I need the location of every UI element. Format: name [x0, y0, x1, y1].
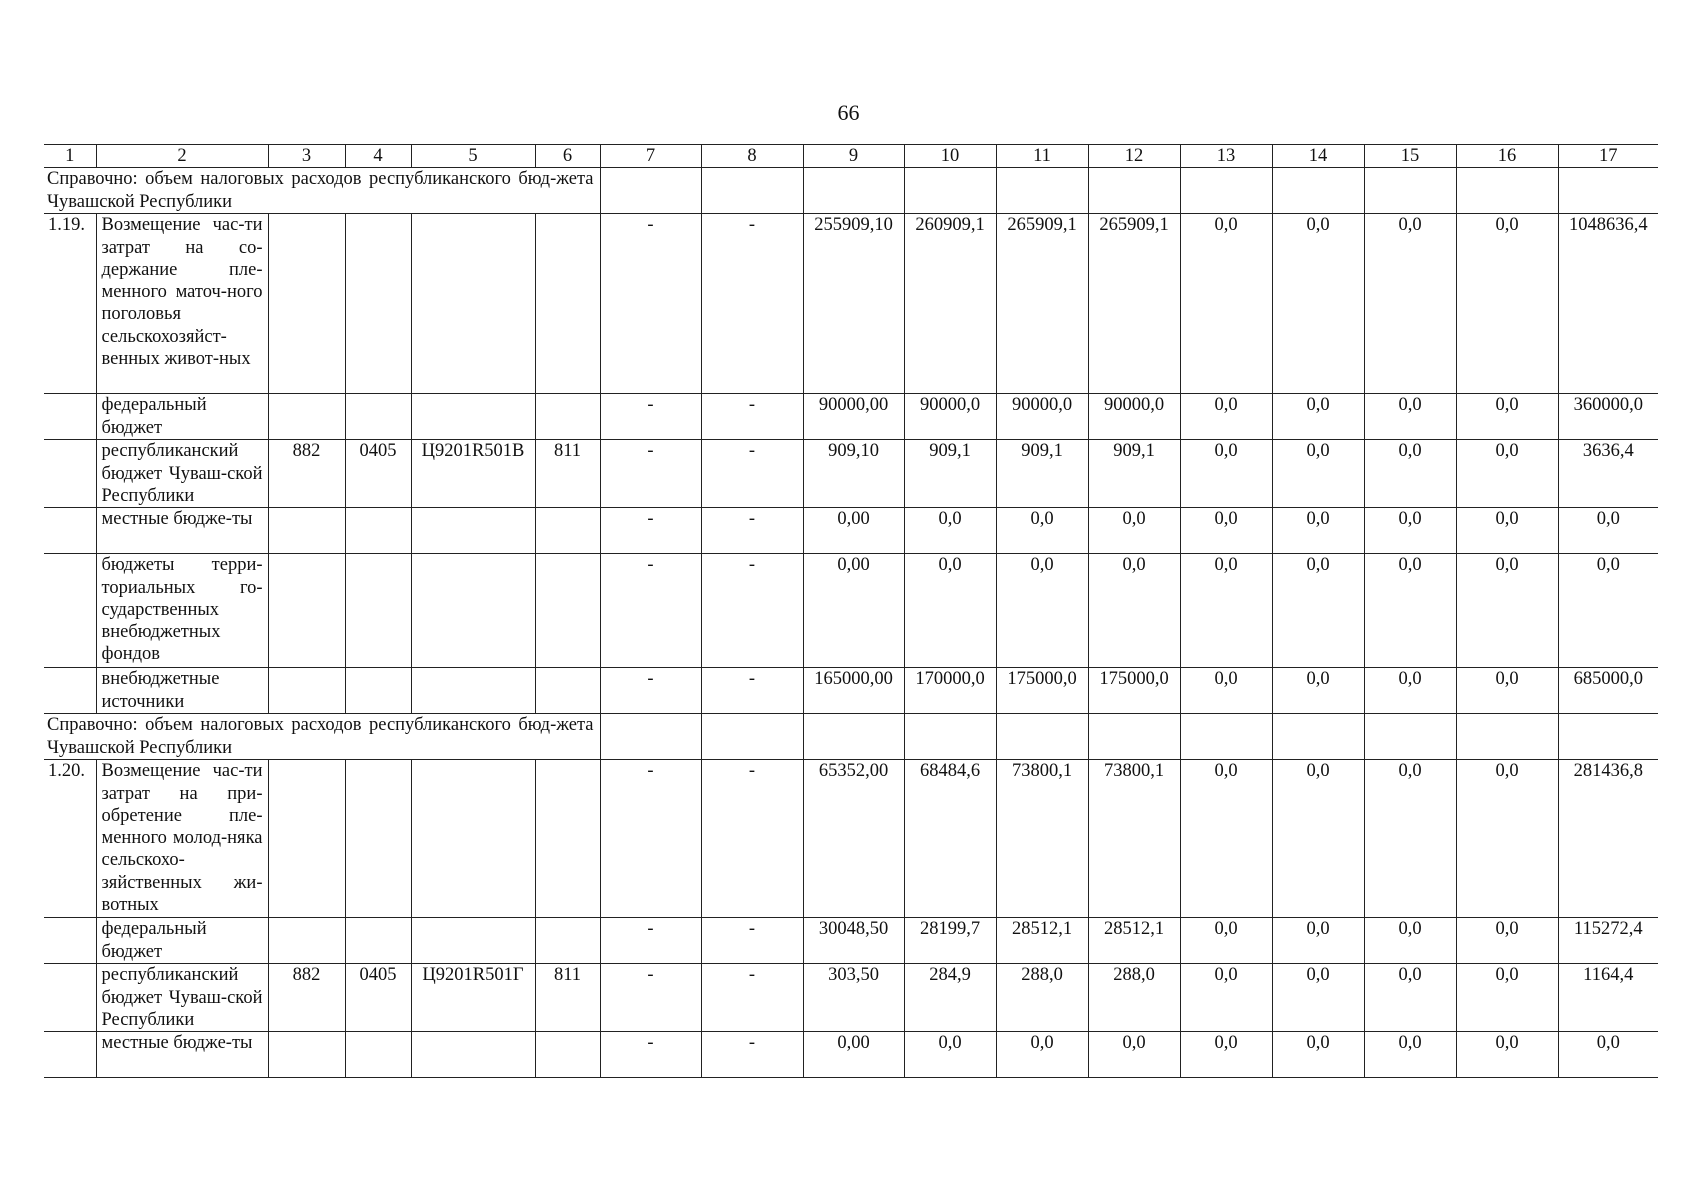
- value-cell: 0,0: [1272, 214, 1364, 394]
- funding-source-row: [44, 1032, 1658, 1078]
- value-cell: 90000,00: [803, 394, 904, 440]
- empty-cell: [701, 714, 803, 760]
- dash-cell: -: [600, 508, 701, 554]
- header-cell: 4: [345, 145, 411, 168]
- reference-note-row: [44, 168, 1658, 214]
- value-cell: 260909,1: [904, 214, 996, 394]
- value-cell: 0,0: [1272, 918, 1364, 964]
- expense-type-cell: 811: [535, 440, 600, 508]
- value-cell: 0,0: [1456, 918, 1558, 964]
- value-cell: 255909,10: [803, 214, 904, 394]
- empty-cell: [44, 508, 96, 554]
- dash-cell: -: [600, 214, 701, 394]
- empty-cell: [1456, 714, 1558, 760]
- value-cell: 0,0: [1364, 508, 1456, 554]
- section-code-cell: [345, 214, 411, 394]
- value-cell: 909,1: [996, 440, 1088, 508]
- dash-cell: -: [600, 964, 701, 1032]
- value-cell: 0,0: [1456, 964, 1558, 1032]
- value-cell: 0,0: [1272, 394, 1364, 440]
- dash-cell: -: [701, 964, 803, 1032]
- measure-row: [44, 214, 1658, 394]
- section-code-cell: [345, 668, 411, 714]
- target-article-cell: Ц9201R501В: [411, 440, 535, 508]
- target-article-cell: [411, 918, 535, 964]
- value-cell: 165000,00: [803, 668, 904, 714]
- expense-type-cell: [535, 214, 600, 394]
- empty-cell: [996, 714, 1088, 760]
- empty-cell: [1180, 168, 1272, 214]
- value-cell: 284,9: [904, 964, 996, 1032]
- value-cell: 0,0: [1456, 214, 1558, 394]
- value-cell: 0,0: [1456, 394, 1558, 440]
- value-cell: 0,0: [1180, 668, 1272, 714]
- section-code-cell: [345, 554, 411, 668]
- dash-cell: -: [701, 554, 803, 668]
- empty-cell: [1272, 168, 1364, 214]
- funding-source-row: [44, 668, 1658, 714]
- value-cell: 90000,0: [904, 394, 996, 440]
- empty-cell: [44, 668, 96, 714]
- empty-cell: [44, 394, 96, 440]
- empty-cell: [44, 440, 96, 508]
- value-cell: 0,0: [1180, 760, 1272, 918]
- value-cell: 288,0: [996, 964, 1088, 1032]
- dash-cell: -: [701, 918, 803, 964]
- value-cell: 0,0: [1088, 554, 1180, 668]
- value-cell: 0,0: [1364, 1032, 1456, 1078]
- header-cell: 6: [535, 145, 600, 168]
- value-cell: 28512,1: [1088, 918, 1180, 964]
- value-cell: 0,0: [1456, 668, 1558, 714]
- reference-note-row: [44, 714, 1658, 760]
- target-article-cell: [411, 508, 535, 554]
- header-cell: 14: [1272, 145, 1364, 168]
- value-cell: 0,0: [1456, 508, 1558, 554]
- value-cell: 0,0: [1456, 554, 1558, 668]
- value-cell: 281436,8: [1558, 760, 1658, 918]
- dash-cell: -: [701, 1032, 803, 1078]
- value-cell: 0,0: [1364, 918, 1456, 964]
- value-cell: 90000,0: [1088, 394, 1180, 440]
- value-cell: 0,0: [1558, 1032, 1658, 1078]
- funding-source-row: [44, 508, 1658, 554]
- value-cell: 0,0: [1180, 554, 1272, 668]
- value-cell: 909,10: [803, 440, 904, 508]
- dash-cell: -: [600, 554, 701, 668]
- expense-type-cell: [535, 508, 600, 554]
- dash-cell: -: [600, 918, 701, 964]
- value-cell: 265909,1: [996, 214, 1088, 394]
- header-cell: 13: [1180, 145, 1272, 168]
- funding-source-label: республиканский бюджет Чуваш-ской Республики: [96, 440, 268, 508]
- section-code-cell: 0405: [345, 964, 411, 1032]
- value-cell: 685000,0: [1558, 668, 1658, 714]
- empty-cell: [803, 714, 904, 760]
- expense-type-cell: [535, 918, 600, 964]
- row-index: 1.19.: [44, 214, 96, 394]
- measure-row: [44, 760, 1658, 918]
- measure-label: Возмещение час-ти затрат на при-обретение пле-менного молод-няка сельскохо-зяйственных жи-вотных: [96, 760, 268, 918]
- funding-source-label: республиканский бюджет Чуваш-ской Республики: [96, 964, 268, 1032]
- empty-cell: [44, 964, 96, 1032]
- dash-cell: -: [701, 394, 803, 440]
- target-article-cell: Ц9201R501Г: [411, 964, 535, 1032]
- target-article-cell: [411, 668, 535, 714]
- dash-cell: -: [600, 760, 701, 918]
- header-cell: 15: [1364, 145, 1456, 168]
- value-cell: 0,0: [1272, 508, 1364, 554]
- expense-type-cell: [535, 668, 600, 714]
- expense-type-cell: [535, 554, 600, 668]
- row-index: 1.20.: [44, 760, 96, 918]
- empty-cell: [600, 168, 701, 214]
- section-code-cell: [345, 508, 411, 554]
- admin-code-cell: [268, 1032, 345, 1078]
- header-cell: 17: [1558, 145, 1658, 168]
- funding-source-label: местные бюдже-ты: [96, 1032, 268, 1078]
- value-cell: 0,0: [1180, 918, 1272, 964]
- empty-cell: [1088, 714, 1180, 760]
- value-cell: 0,0: [1364, 760, 1456, 918]
- dash-cell: -: [701, 440, 803, 508]
- value-cell: 0,0: [996, 508, 1088, 554]
- value-cell: 28512,1: [996, 918, 1088, 964]
- value-cell: 0,00: [803, 1032, 904, 1078]
- value-cell: 0,0: [1180, 508, 1272, 554]
- value-cell: 0,00: [803, 554, 904, 668]
- empty-cell: [1088, 168, 1180, 214]
- dash-cell: -: [701, 760, 803, 918]
- dash-cell: -: [600, 440, 701, 508]
- value-cell: 0,0: [1364, 440, 1456, 508]
- header-cell: 8: [701, 145, 803, 168]
- empty-cell: [44, 918, 96, 964]
- empty-cell: [1364, 168, 1456, 214]
- value-cell: 0,0: [1272, 1032, 1364, 1078]
- value-cell: 0,0: [904, 554, 996, 668]
- funding-source-label: внебюджетные источники: [96, 668, 268, 714]
- section-code-cell: [345, 760, 411, 918]
- value-cell: 303,50: [803, 964, 904, 1032]
- dash-cell: -: [701, 214, 803, 394]
- reference-note: Справочно: объем налоговых расходов республиканского бюд-жета Чувашской Республики: [44, 714, 600, 760]
- value-cell: 73800,1: [1088, 760, 1180, 918]
- value-cell: 360000,0: [1558, 394, 1658, 440]
- section-code-cell: [345, 918, 411, 964]
- expense-type-cell: [535, 760, 600, 918]
- target-article-cell: [411, 554, 535, 668]
- empty-cell: [44, 1032, 96, 1078]
- table-header-row: [44, 145, 1658, 168]
- header-cell: 7: [600, 145, 701, 168]
- value-cell: 1164,4: [1558, 964, 1658, 1032]
- dash-cell: -: [701, 508, 803, 554]
- section-code-cell: [345, 394, 411, 440]
- admin-code-cell: [268, 760, 345, 918]
- value-cell: 0,0: [1088, 508, 1180, 554]
- value-cell: 65352,00: [803, 760, 904, 918]
- funding-source-label: бюджеты терри-ториальных го-сударственных внебюджетных фондов: [96, 554, 268, 668]
- header-cell: 11: [996, 145, 1088, 168]
- value-cell: 73800,1: [996, 760, 1088, 918]
- funding-source-label: федеральный бюджет: [96, 918, 268, 964]
- value-cell: 175000,0: [996, 668, 1088, 714]
- funding-source-row: [44, 554, 1658, 668]
- empty-cell: [904, 168, 996, 214]
- value-cell: 0,0: [1558, 508, 1658, 554]
- value-cell: 0,0: [1558, 554, 1658, 668]
- dash-cell: -: [600, 1032, 701, 1078]
- dash-cell: -: [600, 394, 701, 440]
- value-cell: 0,0: [1364, 394, 1456, 440]
- admin-code-cell: [268, 508, 345, 554]
- target-article-cell: [411, 214, 535, 394]
- admin-code-cell: 882: [268, 440, 345, 508]
- value-cell: 0,0: [1364, 964, 1456, 1032]
- header-cell: 2: [96, 145, 268, 168]
- admin-code-cell: [268, 214, 345, 394]
- value-cell: 3636,4: [1558, 440, 1658, 508]
- value-cell: 265909,1: [1088, 214, 1180, 394]
- empty-cell: [1180, 714, 1272, 760]
- value-cell: 909,1: [904, 440, 996, 508]
- value-cell: 0,0: [1456, 440, 1558, 508]
- value-cell: 90000,0: [996, 394, 1088, 440]
- empty-cell: [1558, 168, 1658, 214]
- value-cell: 0,0: [1364, 668, 1456, 714]
- value-cell: 115272,4: [1558, 918, 1658, 964]
- target-article-cell: [411, 1032, 535, 1078]
- value-cell: 0,0: [1272, 668, 1364, 714]
- value-cell: 0,0: [1456, 760, 1558, 918]
- funding-source-label: федеральный бюджет: [96, 394, 268, 440]
- funding-source-row: [44, 440, 1658, 508]
- value-cell: 28199,7: [904, 918, 996, 964]
- value-cell: 909,1: [1088, 440, 1180, 508]
- empty-cell: [904, 714, 996, 760]
- value-cell: 0,0: [1180, 214, 1272, 394]
- target-article-cell: [411, 760, 535, 918]
- value-cell: 0,0: [904, 508, 996, 554]
- expense-type-cell: 811: [535, 964, 600, 1032]
- empty-cell: [1456, 168, 1558, 214]
- target-article-cell: [411, 394, 535, 440]
- empty-cell: [1272, 714, 1364, 760]
- header-cell: 1: [44, 145, 96, 168]
- funding-source-row: [44, 918, 1658, 964]
- value-cell: 0,0: [1364, 214, 1456, 394]
- section-code-cell: 0405: [345, 440, 411, 508]
- empty-cell: [1558, 714, 1658, 760]
- admin-code-cell: [268, 554, 345, 668]
- value-cell: 0,0: [1180, 440, 1272, 508]
- value-cell: 175000,0: [1088, 668, 1180, 714]
- empty-cell: [996, 168, 1088, 214]
- value-cell: 170000,0: [904, 668, 996, 714]
- header-cell: 16: [1456, 145, 1558, 168]
- funding-source-row: [44, 964, 1658, 1032]
- section-code-cell: [345, 1032, 411, 1078]
- value-cell: 0,0: [1272, 760, 1364, 918]
- header-cell: 12: [1088, 145, 1180, 168]
- measure-label: Возмещение час-ти затрат на со-держание пле-менного маточ-ного поголовья сельскохозяйст-венных живот-ных: [96, 214, 268, 394]
- header-cell: 9: [803, 145, 904, 168]
- value-cell: 1048636,4: [1558, 214, 1658, 394]
- empty-cell: [1364, 714, 1456, 760]
- value-cell: 0,0: [1272, 440, 1364, 508]
- value-cell: 0,0: [996, 554, 1088, 668]
- value-cell: 0,0: [904, 1032, 996, 1078]
- value-cell: 0,0: [1180, 394, 1272, 440]
- empty-cell: [701, 168, 803, 214]
- reference-note: Справочно: объем налоговых расходов республиканского бюд-жета Чувашской Республики: [44, 168, 600, 214]
- page-number: 66: [837, 100, 860, 125]
- value-cell: 0,0: [1364, 554, 1456, 668]
- dash-cell: -: [600, 668, 701, 714]
- value-cell: 0,00: [803, 508, 904, 554]
- value-cell: 0,0: [1088, 1032, 1180, 1078]
- dash-cell: -: [701, 668, 803, 714]
- expense-type-cell: [535, 394, 600, 440]
- value-cell: 0,0: [1180, 1032, 1272, 1078]
- header-cell: 3: [268, 145, 345, 168]
- value-cell: 68484,6: [904, 760, 996, 918]
- value-cell: 0,0: [1180, 964, 1272, 1032]
- value-cell: 0,0: [1456, 1032, 1558, 1078]
- value-cell: 0,0: [1272, 554, 1364, 668]
- empty-cell: [803, 168, 904, 214]
- empty-cell: [44, 554, 96, 668]
- value-cell: 0,0: [1272, 964, 1364, 1032]
- admin-code-cell: [268, 918, 345, 964]
- value-cell: 0,0: [996, 1032, 1088, 1078]
- value-cell: 30048,50: [803, 918, 904, 964]
- admin-code-cell: [268, 668, 345, 714]
- empty-cell: [600, 714, 701, 760]
- admin-code-cell: 882: [268, 964, 345, 1032]
- funding-source-label: местные бюдже-ты: [96, 508, 268, 554]
- value-cell: 288,0: [1088, 964, 1180, 1032]
- admin-code-cell: [268, 394, 345, 440]
- budget-table: [44, 144, 1658, 1078]
- header-cell: 10: [904, 145, 996, 168]
- funding-source-row: [44, 394, 1658, 440]
- header-cell: 5: [411, 145, 535, 168]
- expense-type-cell: [535, 1032, 600, 1078]
